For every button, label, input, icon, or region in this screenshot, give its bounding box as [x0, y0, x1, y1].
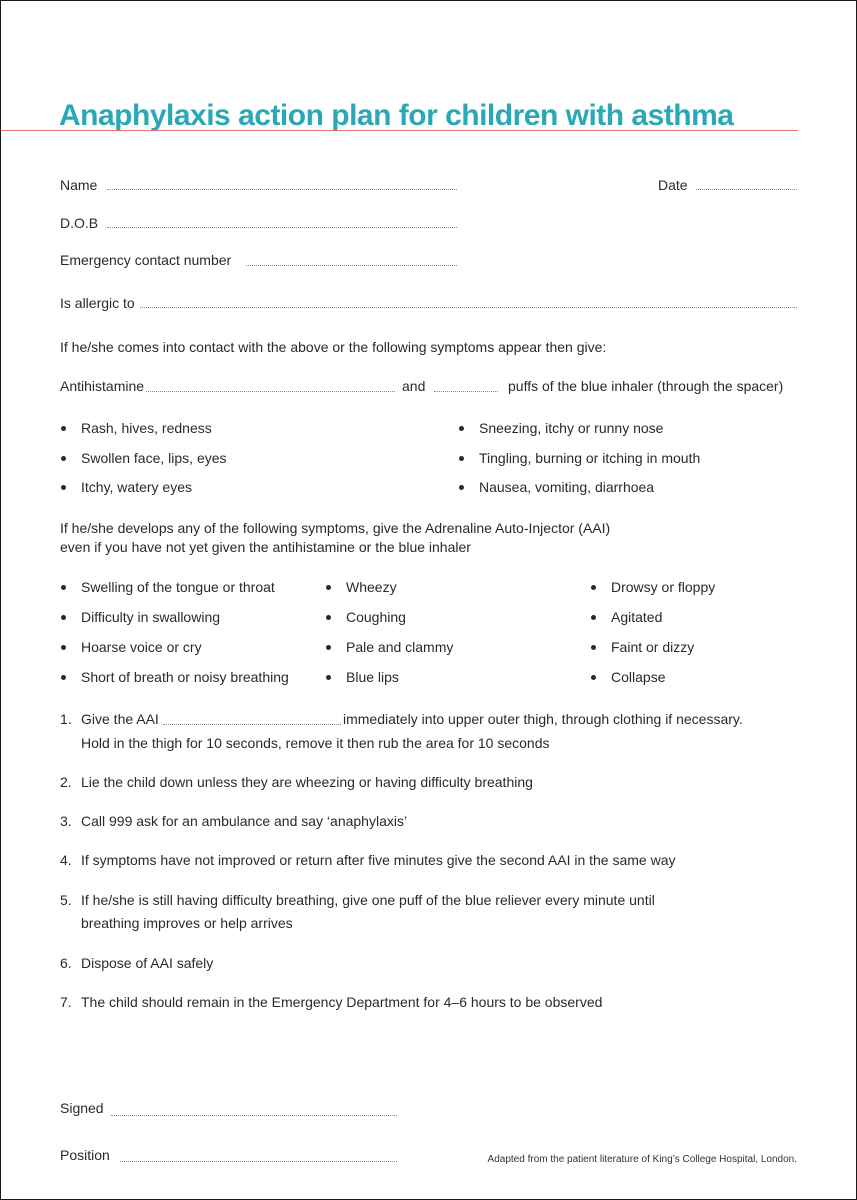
bullet-icon	[61, 485, 66, 490]
dob-field[interactable]	[107, 227, 457, 228]
intro-text: If he/she comes into contact with the above or the following symptoms appear then give:	[60, 339, 607, 355]
page-title: Anaphylaxis action plan for children with asthma	[59, 99, 734, 132]
bullet-icon	[591, 675, 596, 680]
symptom-text: Swollen face, lips, eyes	[81, 450, 227, 466]
bullet-icon	[459, 426, 464, 431]
title-underline	[1, 130, 798, 131]
step-number: 6.	[60, 955, 72, 971]
bullet-icon	[591, 645, 596, 650]
bullet-icon	[61, 675, 66, 680]
bullet-icon	[61, 645, 66, 650]
step-text: Give the AAI	[81, 711, 159, 727]
symptom-text: Agitated	[611, 609, 663, 625]
bullet-icon	[61, 426, 66, 431]
dob-label: D.O.B	[60, 215, 99, 231]
emergency-contact-field[interactable]	[246, 265, 457, 266]
position-label: Position	[60, 1147, 110, 1163]
bullet-icon	[326, 675, 331, 680]
bullet-icon	[61, 456, 66, 461]
severe-intro-line1: If he/she develops any of the following symptoms, give the Adrenaline Auto-Injector (AAI)	[60, 520, 611, 536]
emergency-contact-label: Emergency contact number	[60, 252, 232, 268]
antihistamine-label: Antihistamine	[60, 378, 145, 394]
symptom-text: Nausea, vomiting, diarrhoea	[479, 479, 655, 495]
symptom-text: Drowsy or floppy	[611, 579, 716, 595]
bullet-icon	[459, 456, 464, 461]
step-text: Dispose of AAI safely	[81, 955, 214, 971]
step-number: 2.	[60, 774, 72, 790]
step-text: The child should remain in the Emergency Department for 4–6 hours to be observed	[81, 994, 603, 1010]
symptom-text: Sneezing, itchy or runny nose	[479, 420, 664, 436]
name-label: Name	[60, 177, 98, 193]
bullet-icon	[61, 585, 66, 590]
symptom-text: Difficulty in swallowing	[81, 609, 221, 625]
bullet-icon	[326, 645, 331, 650]
puffs-label: puffs of the blue inhaler (through the spacer)	[508, 378, 784, 394]
and-label: and	[402, 378, 426, 394]
step-text-line2: Hold in the thigh for 10 seconds, remove it then rub the area for 10 seconds	[81, 735, 550, 751]
symptom-text: Wheezy	[346, 579, 397, 595]
symptom-text: Blue lips	[346, 669, 399, 685]
symptom-text: Faint or dizzy	[611, 639, 695, 655]
severe-intro-line2: even if you have not yet given the antihistamine or the blue inhaler	[60, 539, 471, 555]
antihistamine-field[interactable]	[146, 391, 395, 392]
allergic-to-field[interactable]	[140, 307, 797, 308]
symptom-text: Short of breath or noisy breathing	[81, 669, 289, 685]
step-text: If he/she is still having difficulty breathing, give one puff of the blue reliever every minute until	[81, 892, 655, 908]
step-number: 5.	[60, 892, 72, 908]
puffs-field[interactable]	[434, 391, 498, 392]
bullet-icon	[591, 615, 596, 620]
date-field[interactable]	[696, 189, 797, 190]
step-text-line2: breathing improves or help arrives	[81, 915, 293, 931]
symptom-text: Tingling, burning or itching in mouth	[479, 450, 701, 466]
step-text: If symptoms have not improved or return after five minutes give the second AAI in the same way	[81, 852, 676, 868]
signed-label: Signed	[60, 1100, 104, 1116]
bullet-icon	[61, 615, 66, 620]
symptom-text: Itchy, watery eyes	[81, 479, 193, 495]
bullet-icon	[591, 585, 596, 590]
allergic-to-label: Is allergic to	[60, 295, 135, 311]
source-credit: Adapted from the patient literature of King’s College Hospital, London.	[487, 1154, 797, 1165]
symptom-text: Collapse	[611, 669, 666, 685]
signed-field[interactable]	[111, 1115, 397, 1116]
step-number: 4.	[60, 852, 72, 868]
step-number: 1.	[60, 711, 72, 727]
symptom-text: Coughing	[346, 609, 406, 625]
date-label: Date	[658, 177, 688, 193]
position-field[interactable]	[120, 1161, 397, 1162]
symptom-text: Pale and clammy	[346, 639, 454, 655]
step-text: Lie the child down unless they are wheezing or having difficulty breathing	[81, 774, 533, 790]
symptom-text: Hoarse voice or cry	[81, 639, 202, 655]
step-number: 3.	[60, 813, 72, 829]
symptom-text: Swelling of the tongue or throat	[81, 579, 275, 595]
aai-name-field[interactable]	[163, 724, 341, 725]
bullet-icon	[326, 615, 331, 620]
bullet-icon	[459, 485, 464, 490]
name-field[interactable]	[107, 189, 457, 190]
symptom-text: Rash, hives, redness	[81, 420, 212, 436]
step-text-cont: immediately into upper outer thigh, through clothing if necessary.	[343, 711, 743, 727]
step-number: 7.	[60, 994, 72, 1010]
bullet-icon	[326, 585, 331, 590]
step-text: Call 999 ask for an ambulance and say ‘anaphylaxis’	[81, 813, 408, 829]
